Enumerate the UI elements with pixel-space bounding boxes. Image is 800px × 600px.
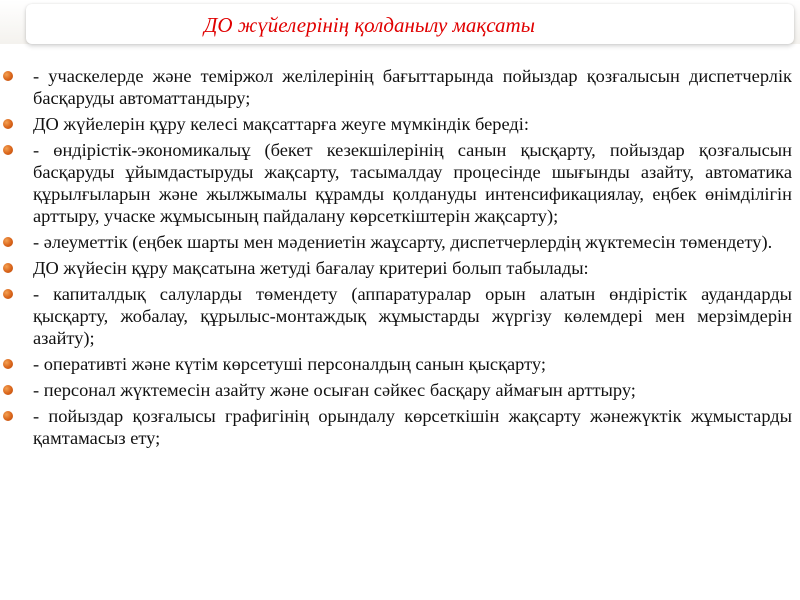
bullet-dot-icon bbox=[3, 263, 13, 273]
bullet-text: - оперативті және күтім көрсетуші персоналдың санын қысқарту; bbox=[33, 354, 546, 374]
bullet-text: - әлеуметтік (еңбек шарты мен мәдениетін жаұсарту, диспетчерлердің жүктемесін төмендету). bbox=[33, 232, 773, 252]
bullet-dot-icon bbox=[3, 359, 13, 369]
bullet-text: - пойыздар қозғалысы графигінің орындалу көрсеткішін жақсарту жәнежүктік жұмыстарды қамтамасыз ету; bbox=[33, 406, 792, 448]
bullet-text: - капиталдық салуларды төмендету (аппаратуралар орын алатын өндірістік аудандарды қысқарту, жобалау, құрылыс-монтаждық жұмыстарды жүргізу көлемдері мен мерзімдерін азайту); bbox=[33, 284, 792, 348]
bullet-list bbox=[0, 65, 800, 449]
bullet-item bbox=[0, 405, 800, 449]
bullet-item bbox=[0, 353, 800, 375]
bullet-item bbox=[0, 113, 800, 135]
bullet-dot-icon bbox=[3, 385, 13, 395]
bullet-item bbox=[0, 65, 800, 109]
bullet-dot-icon bbox=[3, 71, 13, 81]
slide-title: ДО жүйелерінің қолданылу мақсаты bbox=[204, 13, 535, 37]
bullet-text: - учаскелерде және теміржол желілерінің бағыттарында пойыздар қозғалысын диспетчерлік басқаруды автоматтандыру; bbox=[33, 66, 792, 108]
bullet-item bbox=[0, 139, 800, 227]
bullet-dot-icon bbox=[3, 145, 13, 155]
bullet-text: ДО жүйесін құру мақсатына жетуді бағалау критериі болып табылады: bbox=[33, 258, 589, 278]
bullet-item bbox=[0, 283, 800, 349]
bullet-dot-icon bbox=[3, 119, 13, 129]
bullet-item bbox=[0, 231, 800, 253]
bullet-text: ДО жүйелерін құру келесі мақсаттарға жеуге мүмкіндік береді: bbox=[33, 114, 529, 134]
bullet-item bbox=[0, 257, 800, 279]
title-card bbox=[26, 4, 794, 44]
bullet-text: - персонал жүктемесін азайту және осыған сәйкес басқару аймағын арттыру; bbox=[33, 380, 636, 400]
bullet-item bbox=[0, 379, 800, 401]
bullet-text: - өндірістік-экономикалыұ (бекет кезекшілерінің санын қысқарту, пойыздар қозғалысын басқаруды ұйымдастыруды жақсарту, тасымалдау процесінде шығынды азайту, автоматика құрылғыларын және жылжымалы құрамды қолдануды интенсификациялау, еңбек өнімділігін арттыру, учаске жұмысының пайдалану көрсеткіштерін жақсарту); bbox=[33, 140, 792, 226]
slide-content bbox=[0, 65, 800, 453]
bullet-dot-icon bbox=[3, 411, 13, 421]
bullet-dot-icon bbox=[3, 237, 13, 247]
bullet-dot-icon bbox=[3, 289, 13, 299]
